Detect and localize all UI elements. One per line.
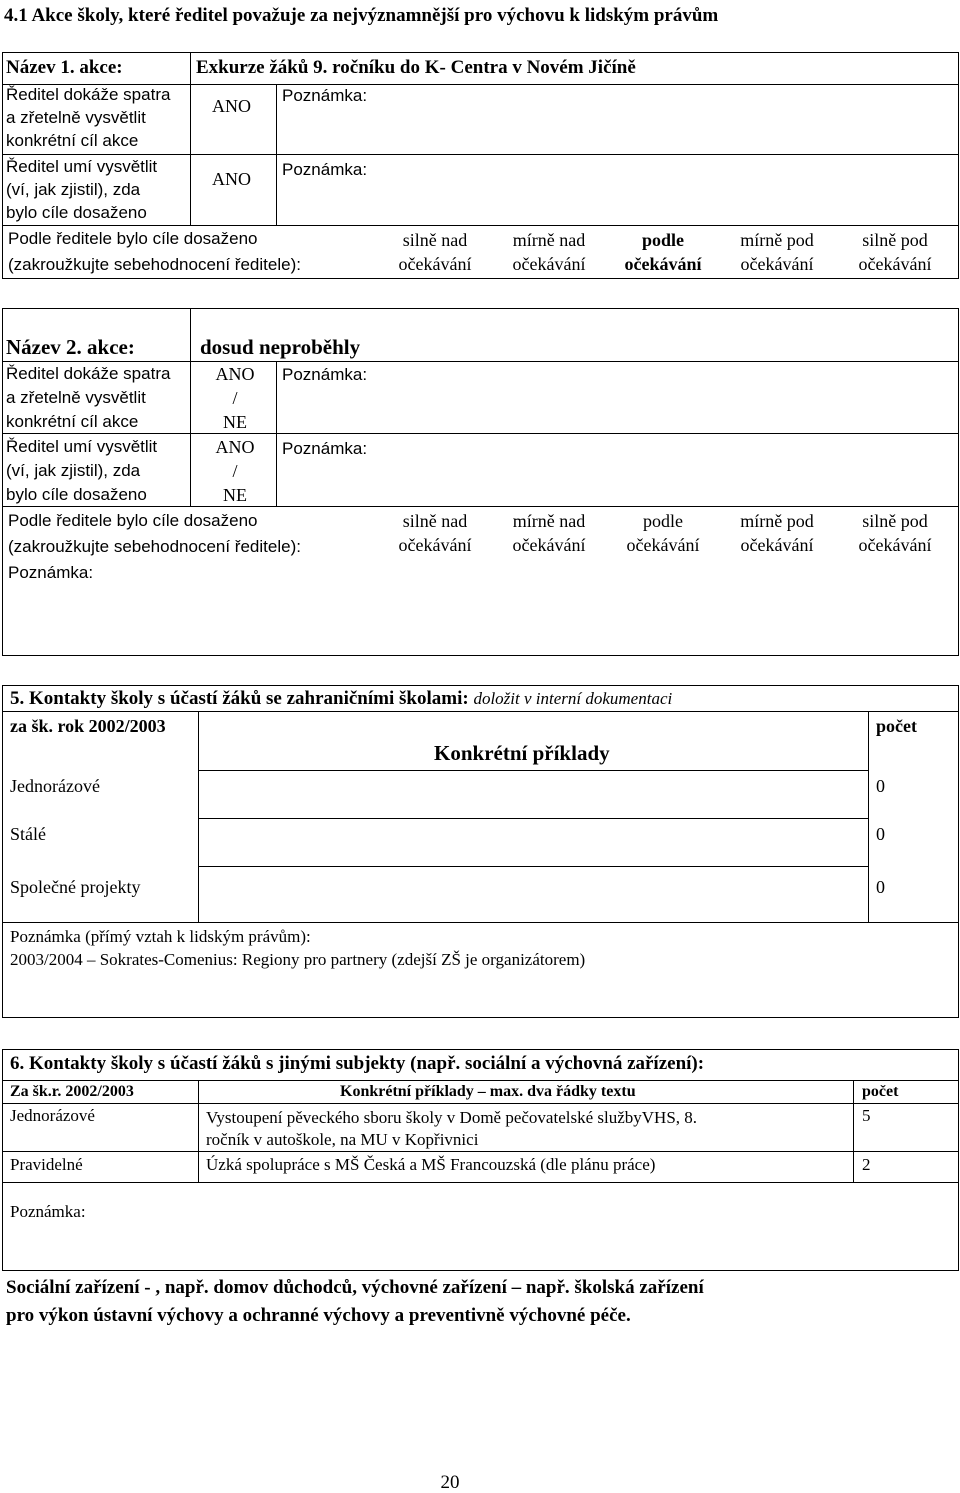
section5-row-label: Jednorázové (10, 776, 100, 796)
section5-row-label: Společné projekty (10, 877, 141, 897)
action2-eval-line1: Podle ředitele bylo cíle dosaženo (8, 511, 258, 530)
action2-option-strongly-below[interactable]: silně pod očekávání (858, 511, 932, 555)
section5-examples-header: Konkrétní příklady (434, 741, 610, 765)
action2-q2-answer: / (232, 461, 238, 481)
section5-row-label: Stálé (10, 824, 46, 844)
section6-examples-header: Konkrétní příklady – max. dva řádky textu (340, 1083, 636, 1100)
action2-q2-answer: ANO (215, 437, 255, 457)
section6-row-count: 2 (862, 1155, 871, 1174)
action1-q1-line: konkrétní cíl akce (6, 131, 139, 150)
action2-q1-answer: ANO (215, 364, 255, 384)
footer-note-line1: Sociální zařízení - , např. domov důchodců, výchovné zařízení – např. školská zařízení (6, 1277, 704, 1298)
action2-name-label: Název 2. akce: (6, 335, 135, 359)
action2-q1-line: Ředitel dokáže spatra (6, 364, 171, 383)
section6-note-label: Poznámka: (10, 1202, 86, 1221)
action2-q2-note: Poznámka: (282, 439, 368, 458)
section6-row-label: Pravidelné (10, 1155, 83, 1174)
action2-q1-answer: NE (223, 412, 247, 432)
section6-count-header: počet (862, 1083, 899, 1100)
action2-q1-line: konkrétní cíl akce (6, 412, 139, 431)
action1-eval-line1: Podle ředitele bylo cíle dosaženo (8, 229, 258, 248)
action1-q2-line: bylo cíle dosaženo (6, 203, 147, 222)
action1-q1-answer: ANO (212, 96, 251, 116)
action1-name-label: Název 1. akce: (6, 57, 123, 78)
action2-option-strongly-above[interactable]: silně nad očekávání (398, 511, 472, 555)
action1-q2-answer: ANO (212, 169, 251, 189)
action1-q1-line: a zřetelně vysvětlit (6, 108, 146, 127)
action1-option-strongly-below[interactable]: silně pod očekávání (858, 230, 932, 274)
section5-title-note: doložit v interní dokumentaci (473, 689, 673, 708)
action2-q1-answer: / (232, 388, 238, 408)
action1-eval-line2: (zakroužkujte sebehodnocení ředitele): (8, 255, 301, 274)
section6-row-count: 5 (862, 1106, 871, 1125)
action2-q1-note: Poznámka: (282, 365, 368, 384)
section-title: 4.1 Akce školy, které ředitel považuje za nejvýznamnější pro výchovu k lidským právům (4, 5, 719, 26)
action2-q2-line: Ředitel umí vysvětlit (6, 437, 158, 456)
action2-q2-line: (ví, jak zjistil), zda (6, 461, 141, 480)
action2-q2-answer: NE (223, 485, 247, 505)
section5-row-count: 0 (876, 776, 885, 796)
section6-row-text: Vystoupení pěveckého sboru školy v Domě pečovatelské službyVHS, 8. ročník v autoškole, na MU v Kopřivnici (206, 1108, 698, 1149)
section5-row-count: 0 (876, 824, 885, 844)
action1-option-strongly-above[interactable]: silně nad očekávání (398, 230, 472, 274)
section5-title: 5. Kontakty školy s účastí žáků se zahraničními školami: doložit v interní dokumentaci (10, 688, 673, 709)
action2-note-label: Poznámka: (8, 563, 94, 582)
action1-q2-line: Ředitel umí vysvětlit (6, 157, 158, 176)
section5-year-label: za šk. rok 2002/2003 (10, 716, 166, 736)
action1-q1-line: Ředitel dokáže spatra (6, 85, 171, 104)
action1-option-as-expected-selected[interactable]: podle očekávání (624, 230, 702, 274)
section5-count-header: počet (876, 716, 917, 736)
section6-title: 6. Kontakty školy s účastí žáků s jinými subjekty (např. sociální a výchovná zařízení): (10, 1053, 705, 1074)
action2-option-as-expected[interactable]: podle očekávání (626, 511, 700, 555)
action1-option-slightly-below[interactable]: mírně pod očekávání (740, 230, 814, 274)
section5-note-line1: Poznámka (přímý vztah k lidským právům): (10, 927, 311, 946)
section6-year-label: Za šk.r. 2002/2003 (10, 1083, 134, 1100)
section5-row-count: 0 (876, 877, 885, 897)
action2-q2-line: bylo cíle dosaženo (6, 485, 147, 504)
section5-note-line2: 2003/2004 – Sokrates-Comenius: Regiony pro partnery (zdejší ZŠ je organizátorem) (10, 950, 586, 969)
action2-option-slightly-above[interactable]: mírně nad očekávání (512, 511, 586, 555)
action2-name-value: dosud neproběhly (200, 335, 361, 359)
section6-row-label: Jednorázové (10, 1106, 95, 1125)
action1-name-value: Exkurze žáků 9. ročníku do K- Centra v Novém Jičíně (196, 57, 636, 78)
action2-q1-line: a zřetelně vysvětlit (6, 388, 146, 407)
action1-q2-line: (ví, jak zjistil), zda (6, 180, 141, 199)
action1-option-slightly-above[interactable]: mírně nad očekávání (512, 230, 586, 274)
action2-eval-line2: (zakroužkujte sebehodnocení ředitele): (8, 537, 301, 556)
section6-row-text: Úzká spolupráce s MŠ Česká a MŠ Francouzská (dle plánu práce) (206, 1155, 656, 1174)
page-number: 20 (440, 1472, 460, 1493)
action1-q1-note: Poznámka: (282, 86, 368, 105)
action2-option-slightly-below[interactable]: mírně pod očekávání (740, 511, 814, 555)
action1-q2-note: Poznámka: (282, 160, 368, 179)
footer-note-line2: pro výkon ústavní výchovy a ochranné výchovy a preventivně výchovné péče. (6, 1305, 631, 1326)
